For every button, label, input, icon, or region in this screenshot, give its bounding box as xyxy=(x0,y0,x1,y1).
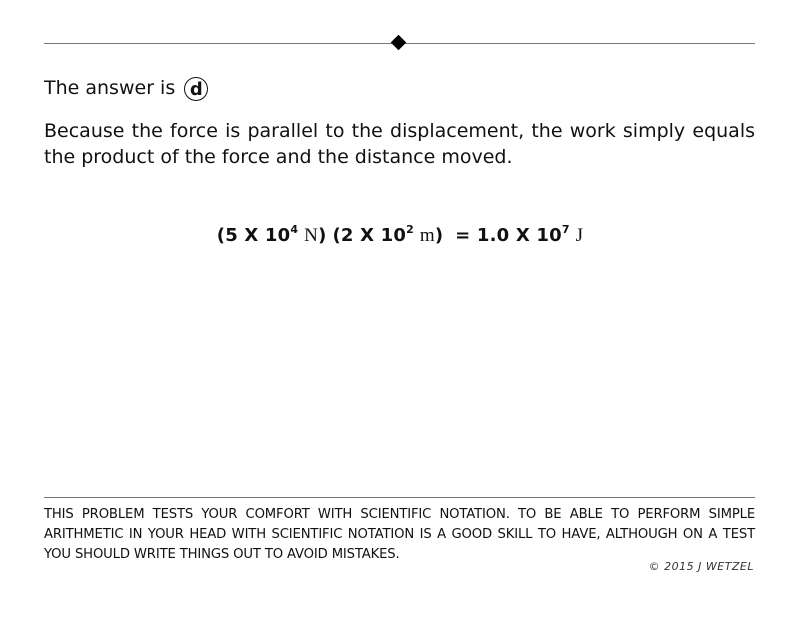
diamond-ornament-icon xyxy=(391,35,407,51)
distance-exponent: 2 xyxy=(406,223,414,236)
distance-term-close: ) xyxy=(434,225,444,246)
force-term-open: (5 X 10 xyxy=(216,225,291,246)
answer-prefix: The answer is xyxy=(44,77,176,99)
copyright-notice: © 2015 J WETZEL xyxy=(648,560,754,573)
force-unit: N xyxy=(304,225,319,246)
result-unit: J xyxy=(575,225,584,246)
force-term-close: ) xyxy=(318,225,327,246)
distance-unit: m xyxy=(419,225,435,246)
work-equation xyxy=(0,222,800,250)
bottom-divider xyxy=(44,497,755,498)
footnote-text: THIS PROBLEM TESTS YOUR COMFORT WITH SCIENTIFIC NOTATION. TO BE ABLE TO PERFORM SIMPLE ARITHMETIC IN YOUR HEAD WITH SCIENTIFIC NOTATION IS A GOOD SKILL TO HAVE, ALTHOUGH ON A TEST YOU SHOULD WRITE THINGS OUT TO AVOID MISTAKES. xyxy=(44,507,755,562)
result-prefix: = 1.0 X 10 xyxy=(455,225,562,246)
explanation-text: Because the force is parallel to the displacement, the work simply equals the product of the force and the distance moved. xyxy=(44,120,755,168)
answer-letter-circle: d xyxy=(184,77,208,101)
distance-term-open: (2 X 10 xyxy=(332,225,407,246)
answer-line xyxy=(44,75,208,101)
result-exponent: 7 xyxy=(561,223,570,236)
force-exponent: 4 xyxy=(290,223,299,236)
